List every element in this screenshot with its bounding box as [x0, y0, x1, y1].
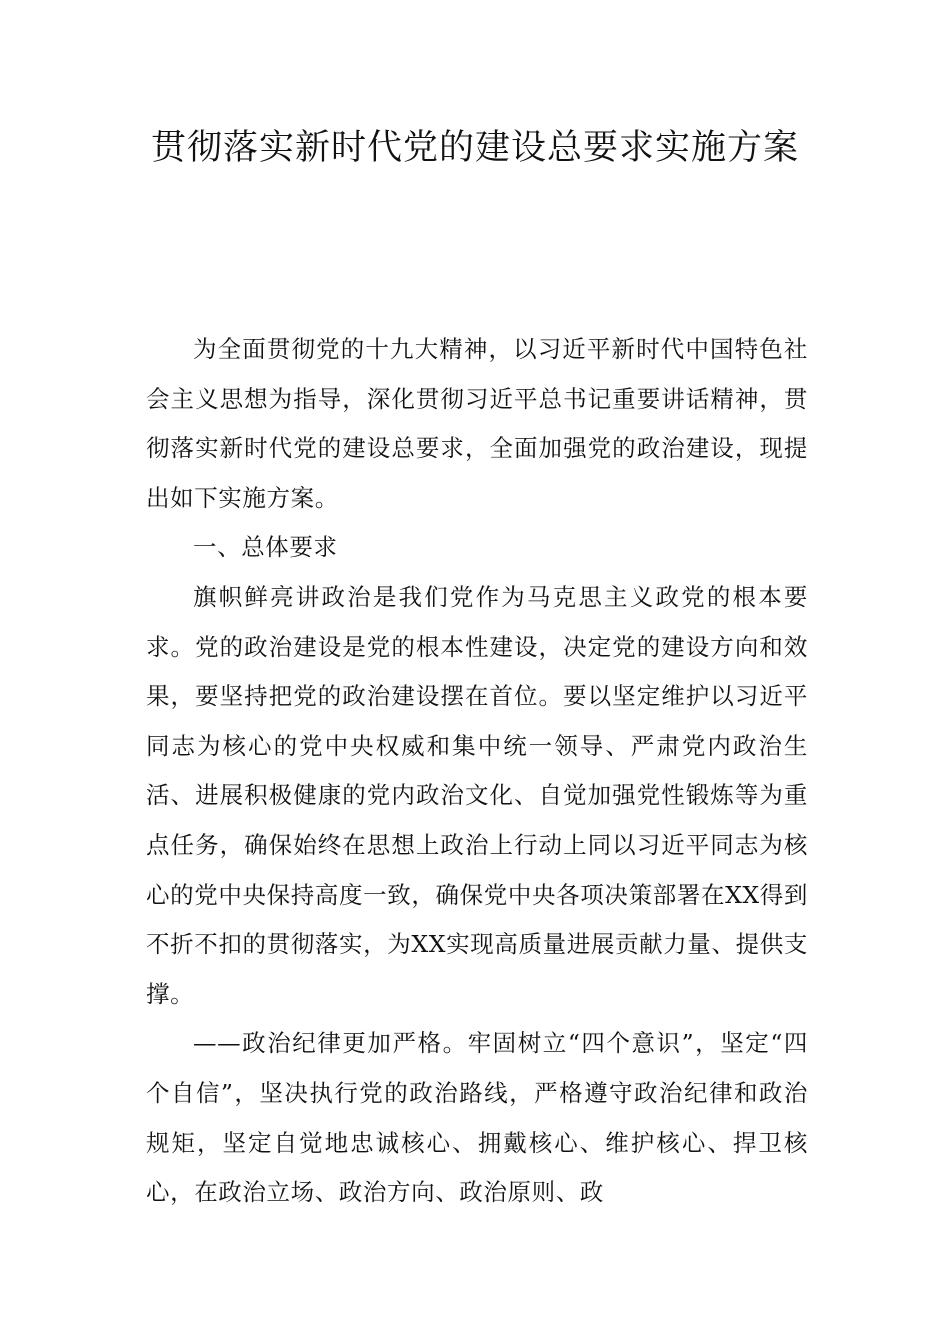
document-body [146, 325, 808, 1218]
document-title: 贯彻落实新时代党的建设总要求实施方案 [150, 128, 799, 168]
section-heading: 一、总体要求 [193, 533, 338, 562]
body-paragraph: 旗帜鲜亮讲政治是我们党作为马克思主义政党的根本要求。党的政治建设是党的根本性建设，决定党的建设方向和效果，要坚持把党的政治建设摆在首位。要以坚定维护以习近平同志为核心的党中央权威和集中统一领导、严肃党内政治生活、进展积极健康的党内政治文化、自觉加强党性锻炼等为重点任务，确保始终在思想上政治上行动上同以习近平同志为核心的党中央保持高度一致，确保党中央各项决策部署在XX得到不折不扣的贯彻落实，为XX实现高质量进展贡献力量、提供支撑。 [146, 582, 808, 1008]
intro-paragraph: 为全面贯彻党的十九大精神，以习近平新时代中国特色社会主义思想为指导，深化贯彻习近平总书记重要讲话精神，贯彻落实新时代党的建设总要求，全面加强党的政治建设，现提出如下实施方案。 [146, 335, 808, 512]
body-paragraph: ——政治纪律更加严格。牢固树立“四个意识”，坚定“四个自信”，坚决执行党的政治路线，严格遵守政治纪律和政治规矩，坚定自觉地忠诚核心、拥戴核心、维护核心、捍卫核心，在政治立场、政治方向、政治原则、政 [146, 1029, 808, 1207]
